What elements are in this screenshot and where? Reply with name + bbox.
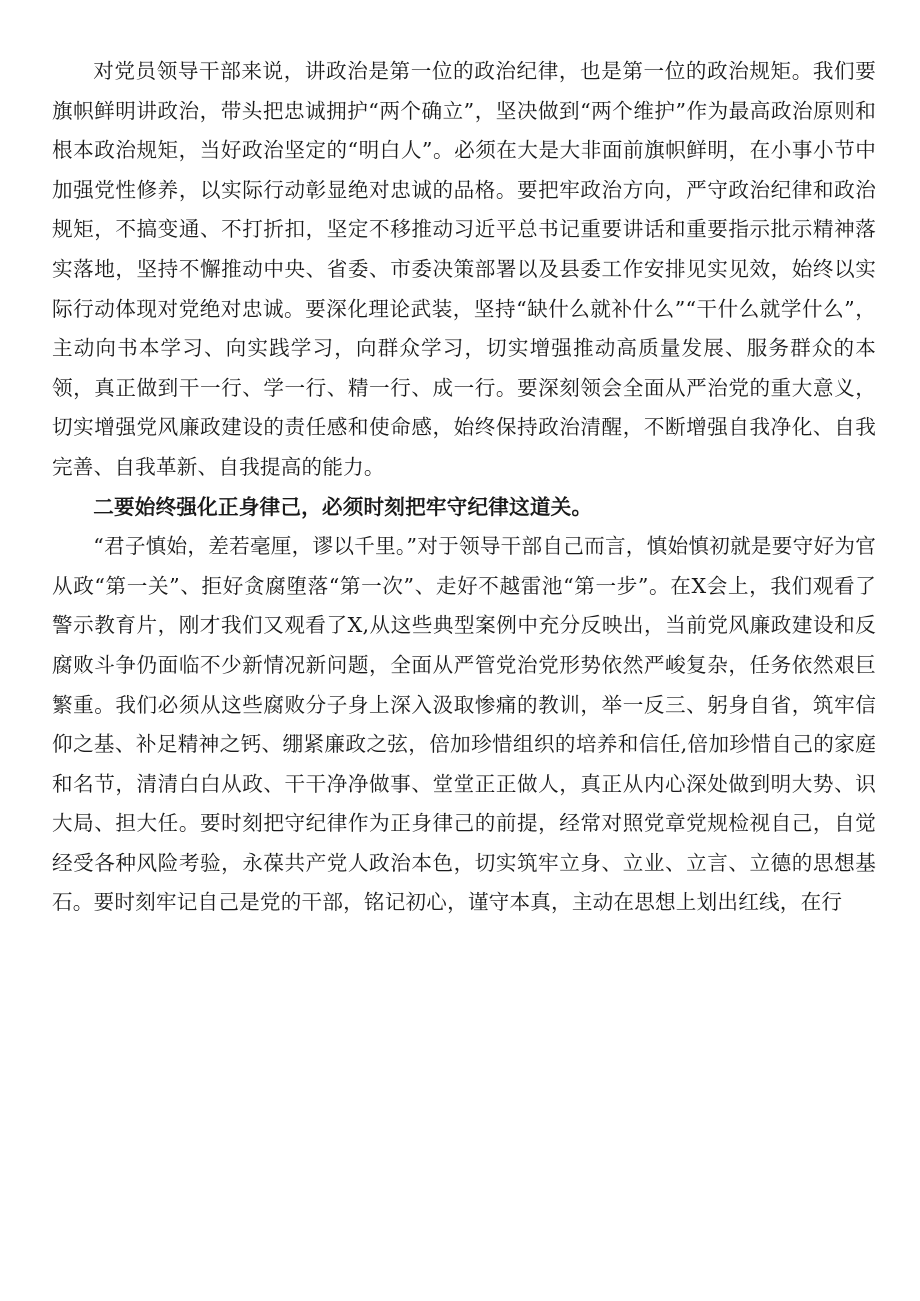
paragraph-self-discipline: “君子慎始，差若毫厘，谬以千里。”对于领导干部自己而言，慎始慎初就是要守好为官从政“第一关”、拒好贪腐堕落“第一次”、走好不越雷池“第一步”。在X会上，我们观看了警示教育片，刚才我们又观看了X,从这些典型案例中充分反映出，当前党风廉政建设和反腐败斗争仍面临不少新情况新问题，全面从严管党治党形势依然严峻复杂，任务依然艰巨繁重。我们必须从这些腐败分子身上深入汲取惨痛的教训，举一反三、躬身自省，筑牢信仰之基、补足精神之钙、绷紧廉政之弦，倍加珍惜组织的培养和信任,倍加珍惜自己的家庭和名节，清清白白从政、干干净净做事、堂堂正正做人，真正从内心深处做到明大势、识大局、担大任。要时刻把守纪律作为正身律己的前提，经常对照党章党规检视自己，自觉经受各种风险考验，永葆共产党人政治本色，切实筑牢立身、立业、立言、立德的思想基石。要时刻牢记自己是党的干部，铭记初心，谨守本真，主动在思想上划出红线，在行 — [52, 534, 876, 915]
section-heading-self-discipline: 二要始终强化正身律己，必须时刻把牢守纪律这道关。 — [93, 494, 593, 519]
paragraph-political-discipline: 对党员领导干部来说，讲政治是第一位的政治纪律，也是第一位的政治规矩。我们要旗帜鲜明讲政治，带头把忠诚拥护“两个确立”，坚决做到“两个维护”作为最高政治原则和根本政治规矩，当好政治坚定的“明白人”。必须在大是大非面前旗帜鲜明，在小事小节中加强党性修养，以实际行动彰显绝对忠诚的品格。要把牢政治方向，严守政治纪律和政治规矩，不搞变通、不打折扣，坚定不移推动习近平总书记重要讲话和重要指示批示精神落实落地，坚持不懈推动中央、省委、市委决策部署以及县委工作安排见实见效，始终以实际行动体现对党绝对忠诚。要深化理论武装，坚持“缺什么就补什么”“干什么就学什么”，主动向书本学习、向实践学习，向群众学习，切实增强推动高质量发展、服务群众的本领，真正做到干一行、学一行、精一行、成一行。要深刻领会全面从严治党的重大意义，切实增强党风廉政建设的责任感和使命感，始终保持政治清醒，不断增强自我净化、自我完善、自我革新、自我提高的能力。 — [52, 59, 876, 479]
document-page — [52, 52, 876, 923]
